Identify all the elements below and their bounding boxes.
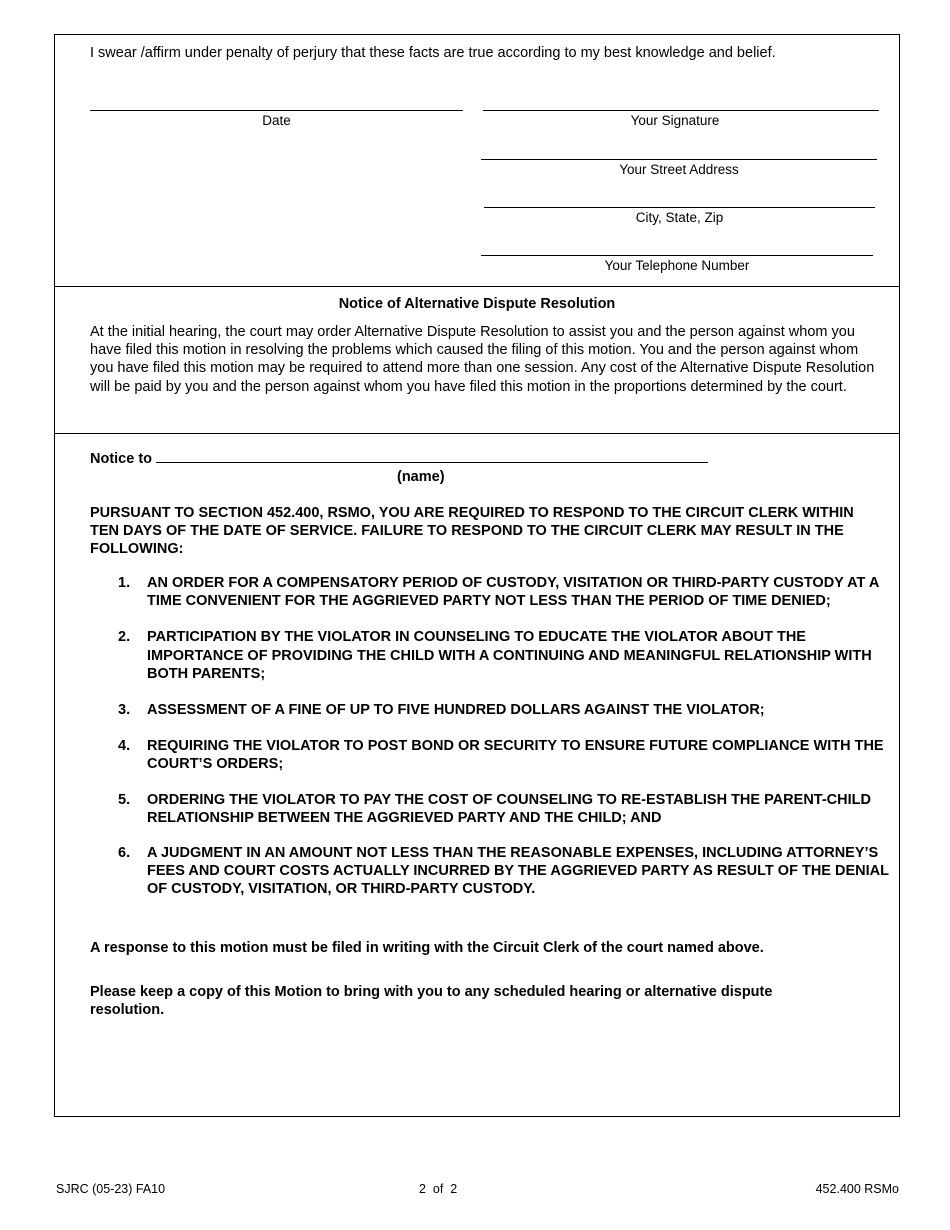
item-number: 2. bbox=[118, 629, 131, 646]
item-number: 6. bbox=[118, 845, 131, 862]
street-address-field[interactable] bbox=[481, 159, 877, 177]
item-text: ORDERING THE VIOLATOR TO PAY THE COST OF COUNSELING TO RE-ESTABLISH THE PARENT-CHILD RELATIONSHIP BETWEEN THE AGGRIEVED PARTY AND THE CHILD; AND bbox=[147, 791, 871, 826]
notice-section bbox=[55, 434, 899, 1116]
list-item bbox=[115, 791, 895, 827]
notice-name-blank[interactable] bbox=[156, 450, 708, 463]
notice-to-label: Notice to bbox=[90, 451, 153, 467]
date-field[interactable] bbox=[90, 110, 463, 128]
adr-title: Notice of Alternative Dispute Resolution bbox=[338, 296, 616, 312]
item-number: 1. bbox=[118, 575, 131, 591]
adr-body: At the initial hearing, the court may order Alternative Dispute Resolution to assist you and the person against whom you have filed this motion in resolving the problems which caused the filing of this motion. You and the person against whom you have filed this motion may be required to attend more than one session. Any cost of the Alternative Dispute Resolution will be paid by you and the person against whom you have filed this motion in the proportions determined by the court. bbox=[90, 324, 875, 395]
list-item bbox=[115, 574, 895, 610]
statute-reference: 452.400 RSMo bbox=[815, 1182, 899, 1196]
item-number: 5. bbox=[118, 791, 131, 808]
item-text: PARTICIPATION BY THE VIOLATOR IN COUNSELING TO EDUCATE THE VIOLATOR ABOUT THE IMPORTANCE OF PROVIDING THE CHILD WITH A CONTINUING AND MEANINGFUL RELATIONSHIP WITH BOTH PARENTS; bbox=[147, 629, 872, 682]
signature-label: Your Signature bbox=[630, 113, 720, 128]
list-item bbox=[115, 701, 895, 719]
item-text: A JUDGMENT IN AN AMOUNT NOT LESS THAN THE REASONABLE EXPENSES, INCLUDING ATTORNEY’S FEES AND COURT COSTS ACTUALLY INCURRED BY THE AGGRIEVED PARTY AS RESULT OF THE DENIAL OF CUSTODY, VISITATION, OR THIRD-PARTY CUSTODY. bbox=[147, 845, 889, 898]
item-text: AN ORDER FOR A COMPENSATORY PERIOD OF CUSTODY, VISITATION OR THIRD-PARTY CUSTODY AT A TIME CONVENIENT FOR THE AGGRIEVED PARTY NOT LESS THAN THE PERIOD OF TIME DENIED; bbox=[147, 575, 879, 610]
form-id: SJRC (05-23) FA10 bbox=[56, 1182, 166, 1196]
item-text: REQUIRING THE VIOLATOR TO POST BOND OR SECURITY TO ENSURE FUTURE COMPLIANCE WITH THE COURT’S ORDERS; bbox=[147, 738, 884, 773]
telephone-field[interactable] bbox=[481, 255, 873, 273]
street-address-label: Your Street Address bbox=[619, 162, 739, 177]
notice-to-line bbox=[90, 450, 708, 467]
pursuant-statement: PURSUANT TO SECTION 452.400, RSMO, YOU ARE REQUIRED TO RESPOND TO THE CIRCUIT CLERK WITHIN TEN DAYS OF THE DATE OF SERVICE. FAILURE TO RESPOND TO THE CIRCUIT CLERK MAY RESULT IN THE FOLLOWING: bbox=[90, 505, 854, 558]
oath-statement: I swear /affirm under penalty of perjury that these facts are true according to my best knowledge and belief. bbox=[90, 45, 776, 61]
city-state-zip-field[interactable] bbox=[484, 207, 875, 225]
list-item bbox=[115, 844, 895, 899]
item-text: ASSESSMENT OF A FINE OF UP TO FIVE HUNDRED DOLLARS AGAINST THE VIOLATOR; bbox=[147, 702, 765, 719]
date-label: Date bbox=[262, 113, 291, 128]
name-label: (name) bbox=[397, 469, 445, 485]
keep-copy-instruction: Please keep a copy of this Motion to bring with you to any scheduled hearing or alternative dispute resolution. bbox=[90, 984, 773, 1019]
response-instruction: A response to this motion must be filed in writing with the Circuit Clerk of the court named above. bbox=[90, 940, 764, 956]
item-number: 3. bbox=[118, 702, 131, 719]
form-frame bbox=[54, 34, 900, 1117]
item-number: 4. bbox=[118, 738, 131, 755]
affirmation-section bbox=[55, 35, 899, 287]
list-item bbox=[115, 737, 895, 773]
consequence-list bbox=[115, 574, 895, 899]
adr-section bbox=[55, 287, 899, 434]
list-item bbox=[115, 628, 895, 683]
signature-field[interactable] bbox=[483, 110, 879, 128]
page-number: 2 of 2 bbox=[419, 1182, 458, 1196]
city-state-zip-label: City, State, Zip bbox=[635, 210, 724, 225]
telephone-label: Your Telephone Number bbox=[604, 258, 750, 273]
